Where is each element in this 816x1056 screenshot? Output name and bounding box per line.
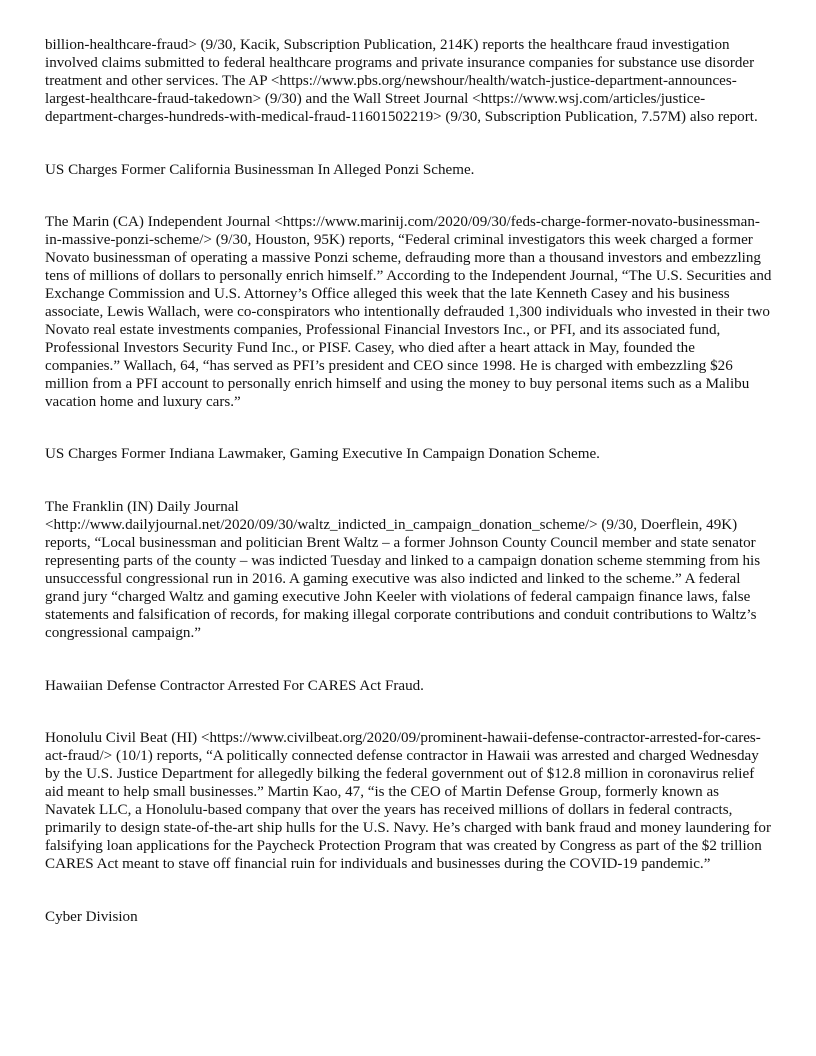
headline-ponzi-scheme: US Charges Former California Businessman In Alleged Ponzi Scheme. [45, 161, 475, 178]
paragraph-healthcare-fraud-continued: billion-healthcare-fraud> (9/30, Kacik, Subscription Publication, 214K) reports the healthcare fraud investigation involved claims submitted to federal healthcare programs and private insurance companies for substance use disorder treatment and other services. The AP <https://www.pbs.org/newshour/health/watch-justice-department-announces-largest-healthcare-fraud-takedown> (9/30) and the Wall Street Journal <https://www.wsj.com/articles/justice-department-charges-hundreds-with-medical-fraud-11601502219> (9/30, Subscription Publication, 7.57M) also report. [45, 37, 758, 125]
spacer [45, 464, 773, 499]
spacer [45, 127, 773, 162]
headline-cyber-division: Cyber Division [45, 908, 138, 925]
spacer [45, 874, 773, 909]
spacer [45, 643, 773, 678]
spacer [45, 179, 773, 214]
paragraph-ponzi-scheme: The Marin (CA) Independent Journal <https://www.marinij.com/2020/09/30/feds-charge-former-novato-businessman-in-massive-ponzi-scheme/> (9/30, Houston, 95K) reports, “Federal criminal investigators this week charged a former Novato businessman of operating a massive Ponzi scheme, defrauding more than a thousand investors and embezzling tens of millions of dollars to personally enrich himself.” According to the Independent Journal, “The U.S. Securities and Exchange Commission and U.S. Attorney’s Office alleged this week that the late Kenneth Casey and his business associate, Lewis Wallach, were co-conspirators who intentionally defrauded 1,300 individuals who invested in their two Novato real estate investments companies, Professional Financial Investors Inc., or PFI, and its associated fund, Professional Investors Security Fund Inc., or PISF. Casey, who died after a heart attack in May, founded the companies.” Wallach, 64, “has served as PFI’s president and CEO since 1998. He is charged with embezzling $26 million from a PFI account to personally enrich himself and using the money to buy personal items such as a Malibu vacation home and luxury cars.” [45, 214, 772, 410]
document-page [45, 37, 773, 927]
spacer [45, 695, 773, 730]
paragraph-cares-act-fraud: Honolulu Civil Beat (HI) <https://www.civilbeat.org/2020/09/prominent-hawaii-defense-contractor-arrested-for-cares-act-fraud/> (10/1) reports, “A politically connected defense contractor in Hawaii was arrested and charged Wednesday by the U.S. Justice Department for allegedly bilking the federal government out of $12.8 million in coronavirus relief aid meant to help small businesses.” Martin Kao, 47, “is the CEO of Martin Defense Group, formerly known as Navatek LLC, a Honolulu-based company that over the years has received millions of dollars in federal contracts, primarily to design state-of-the-art ship hulls for the U.S. Navy. He’s charged with bank fraud and money laundering for falsifying loan applications for the Paycheck Protection Program that was created by Congress as part of the $2 trillion CARES Act meant to stave off financial ruin for individuals and businesses during the COVID-19 pandemic.” [45, 730, 771, 872]
headline-cares-act-fraud: Hawaiian Defense Contractor Arrested For CARES Act Fraud. [45, 677, 424, 694]
headline-campaign-donation-scheme: US Charges Former Indiana Lawmaker, Gaming Executive In Campaign Donation Scheme. [45, 446, 600, 463]
paragraph-campaign-donation-scheme: The Franklin (IN) Daily Journal <http://www.dailyjournal.net/2020/09/30/waltz_indicted_in_campaign_donation_scheme/> (9/30, Doerflein, 49K) reports, “Local businessman and politician Brent Waltz – a former Johnson County Council member and state senator representing parts of the county – was indicted Tuesday and linked to a campaign donation scheme stemming from his unsuccessful congressional run in 2016. A gaming executive was also indicted and linked to the scheme.” A federal grand jury “charged Waltz and gaming executive John Keeler with violations of federal campaign finance laws, false statements and falsification of records, for making illegal corporate contributions and conduit contributions to Waltz’s congressional campaign.” [45, 499, 761, 641]
spacer [45, 411, 773, 446]
